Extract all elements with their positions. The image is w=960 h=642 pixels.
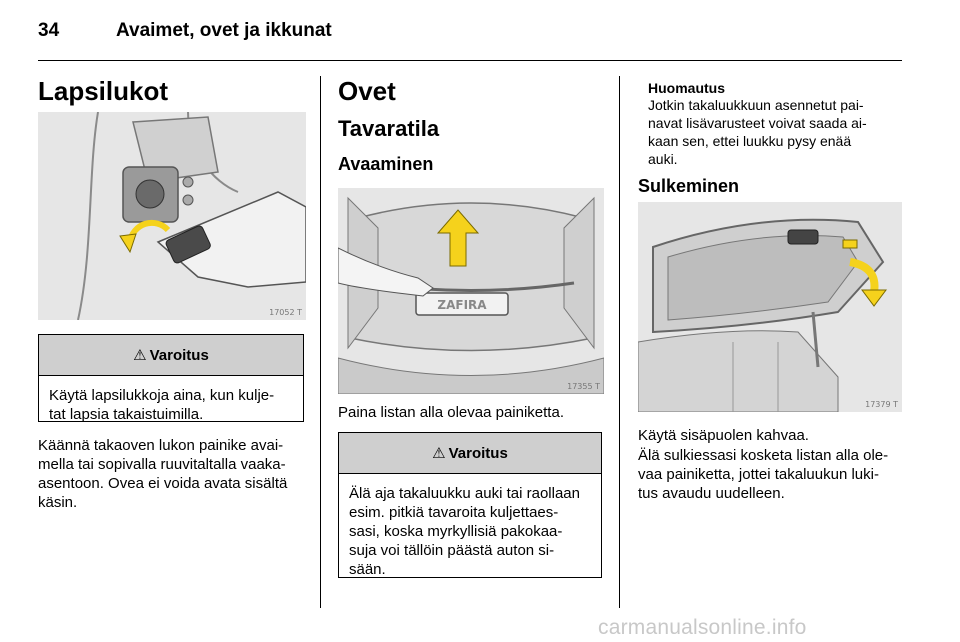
child-lock-paragraph	[38, 436, 313, 512]
warning-line: suja voi tällöin päästä auton si-	[349, 542, 555, 559]
watermark: carmanualsonline.info	[598, 616, 807, 639]
tailgate-close-illustration	[638, 202, 902, 412]
warning-line: tat lapsia takaistuimilla.	[49, 406, 204, 423]
column-divider-2	[619, 76, 620, 608]
figure-number: 17379 T	[865, 400, 898, 409]
warning-triangle-icon: ⚠	[432, 445, 446, 462]
warning-text	[339, 474, 601, 587]
note-text	[648, 96, 903, 168]
child-lock-figure	[38, 112, 306, 320]
figure-number: 17355 T	[567, 382, 600, 391]
warning-header	[39, 335, 303, 376]
warning-triangle-icon: ⚠	[133, 347, 147, 364]
paragraph-line: Älä sulkiessasi kosketa listan alla ole-	[638, 447, 889, 464]
warning-header	[339, 433, 601, 474]
warning-box	[338, 432, 602, 578]
plate-text: ZAFIRA	[437, 298, 487, 312]
note-block	[648, 80, 903, 168]
paragraph-line: vaa painiketta, jottei takaluukun luki-	[638, 466, 879, 483]
note-line: kaan sen, ettei luukku pysy enää	[648, 133, 852, 149]
tailgate-open-illustration	[338, 188, 604, 394]
warning-title: Varoitus	[149, 346, 209, 364]
warning-line: Älä aja takaluukku auki tai raollaan	[349, 485, 580, 502]
warning-line: sään.	[349, 561, 386, 578]
close-paragraph-2	[638, 446, 904, 503]
warning-line: Käytä lapsilukkoja aina, kun kulje-	[49, 387, 275, 404]
warning-line: esim. pitkiä tavaroita kuljettaes-	[349, 504, 559, 521]
column-divider-1	[320, 76, 321, 608]
warning-title: Varoitus	[448, 444, 508, 462]
section-heading-ovet: Ovet	[338, 76, 396, 106]
header-rule	[38, 60, 902, 61]
section-heading-lapsilukot: Lapsilukot	[38, 76, 169, 106]
note-line: auki.	[648, 151, 678, 167]
paragraph-line: Käännä takaoven lukon painike avai-	[38, 437, 284, 454]
chapter-title: Avaimet, ovet ja ikkunat	[116, 20, 332, 41]
tailgate-open-figure	[338, 188, 604, 394]
subsection-heading-tavaratila: Tavaratila	[338, 116, 440, 141]
tailgate-close-figure	[638, 202, 902, 412]
note-title: Huomautus	[648, 80, 725, 96]
figure-caption: Paina listan alla olevaa painiketta.	[338, 404, 564, 421]
paragraph-line: käsin.	[38, 494, 78, 511]
paragraph-line: asentoon. Ovea ei voida avata sisältä	[38, 475, 288, 492]
note-line: navat lisävarusteet voivat saada ai-	[648, 115, 867, 131]
section-heading-sulkeminen: Sulkeminen	[638, 176, 740, 196]
paragraph-line: tus avaudu uudelleen.	[638, 485, 785, 502]
paragraph-line: mella tai sopivalla ruuvitaltalla vaaka-	[38, 456, 286, 473]
note-line: Jotkin takaluukkuun asennetut pai-	[648, 97, 864, 113]
warning-box	[38, 334, 304, 422]
page-number: 34	[38, 20, 60, 41]
warning-text	[39, 376, 303, 432]
warning-line: sasi, koska myrkyllisiä pakokaa-	[349, 523, 563, 540]
subsubsection-heading-avaaminen: Avaaminen	[338, 154, 434, 174]
figure-number: 17052 T	[269, 308, 302, 317]
close-paragraph-1: Käytä sisäpuolen kahvaa.	[638, 427, 809, 444]
child-lock-illustration	[38, 112, 306, 320]
